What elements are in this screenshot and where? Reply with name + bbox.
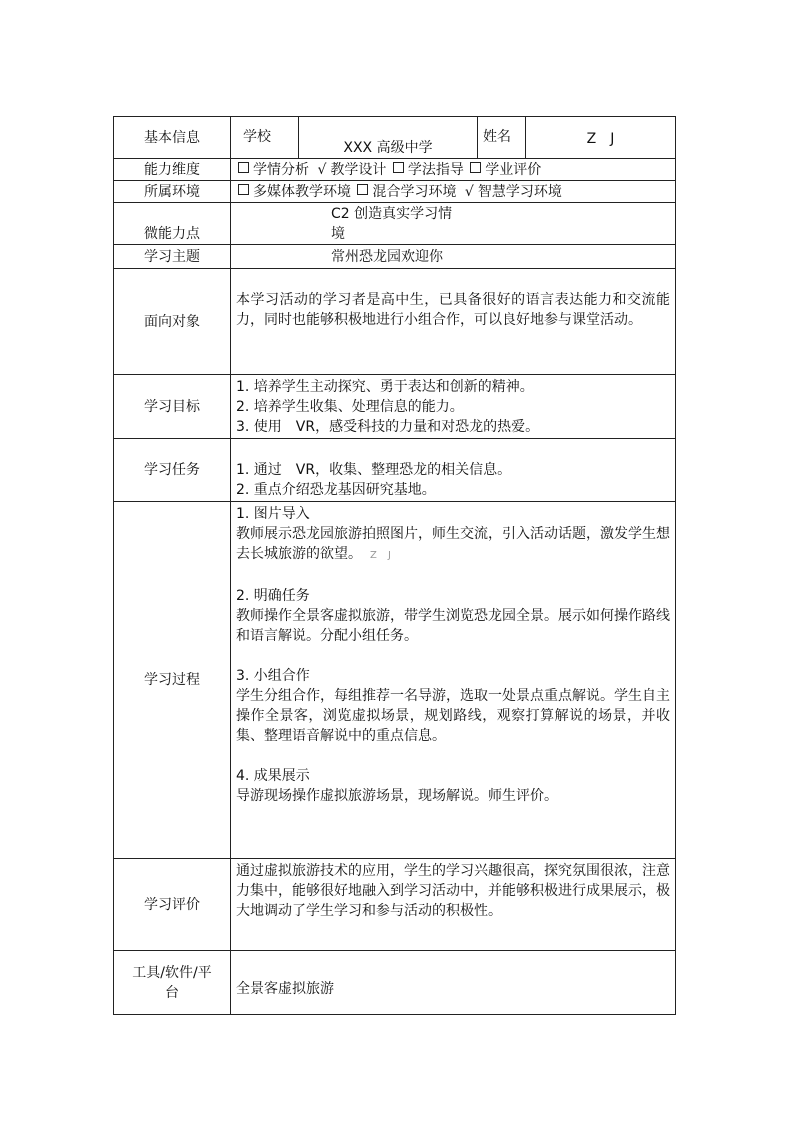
goal-item: 1. 培养学生主动探究、勇于表达和创新的精神。 [236, 378, 534, 395]
process-content [231, 502, 676, 859]
option-learner-analysis: 学情分析 [236, 162, 309, 178]
goal-item: 3. 使用 VR，感受科技的力量和对恐龙的热爱。 [236, 418, 540, 435]
row-audience [114, 269, 676, 375]
row-ability [114, 159, 676, 181]
goals-label: 学习目标 [114, 375, 231, 439]
micro-ability-line1: C2 创造真实学习情 [331, 205, 453, 222]
row-process [114, 502, 676, 859]
tasks-list [231, 439, 676, 502]
micro-ability-value [231, 203, 676, 245]
tools-value: 全景客虚拟旅游 [231, 951, 676, 1015]
audience-label: 面向对象 [114, 269, 231, 375]
evaluation-label: 学习评价 [114, 859, 231, 951]
row-goals [114, 375, 676, 439]
option-blended: 混合学习环境 [355, 184, 456, 200]
name-label: 姓名 [478, 117, 526, 159]
step-text: 学生分组合作，每组推荐一名导游，选取一处景点重点解说。学生自主操作全景客，浏览虚拟场景，规划路线，观察打算解说的场景，并收集、整理语音解说中的重点信息。 [236, 688, 670, 744]
checkmark-icon: √ [464, 183, 474, 200]
micro-ability-label: 微能力点 [114, 203, 231, 245]
task-item: 2. 重点介绍恐龙基因研究基地。 [236, 482, 436, 498]
row-theme [114, 245, 676, 269]
lesson-design-table [113, 116, 676, 1015]
checkbox-empty-icon [393, 162, 404, 173]
step-title: 2. 明确任务 [236, 588, 310, 604]
row-micro-ability [114, 203, 676, 245]
ability-label: 能力维度 [114, 159, 231, 181]
option-academic-evaluation: 学业评价 [468, 162, 541, 178]
row-evaluation [114, 859, 676, 951]
option-teaching-design: √ 教学设计 [317, 161, 387, 178]
checkbox-empty-icon [470, 162, 481, 173]
environment-options [231, 181, 676, 203]
tools-label: 工具/软件/平台 [114, 951, 231, 1015]
theme-label: 学习主题 [114, 245, 231, 269]
checkmark-icon: √ [317, 161, 327, 178]
theme-value: 常州恐龙园欢迎你 [231, 245, 676, 269]
micro-ability-line2: 境 [331, 225, 345, 242]
author-note: Z J [370, 550, 395, 561]
step-title: 3. 小组合作 [236, 668, 310, 684]
school-value: XXX 高级中学 [299, 117, 478, 159]
row-tools [114, 951, 676, 1015]
step-title: 1. 图片导入 [236, 506, 310, 522]
school-label: 学校 [231, 117, 299, 159]
ability-options [231, 159, 676, 181]
process-label: 学习过程 [114, 502, 231, 859]
checkbox-empty-icon [357, 184, 368, 195]
audience-value: 本学习活动的学习者是高中生，已具备很好的语言表达能力和交流能力，同时也能够积极地进行小组合作，可以良好地参与课堂活动。 [231, 269, 676, 375]
checkbox-empty-icon [238, 184, 249, 195]
step-text: 教师操作全景客虚拟旅游，带学生浏览恐龙园全景。展示如何操作路线和语言解说。分配小组任务。 [236, 608, 670, 644]
row-tasks [114, 439, 676, 502]
goals-list [231, 375, 676, 439]
row-basic-info [114, 117, 676, 159]
basic-info-label: 基本信息 [114, 117, 231, 159]
option-multimedia: 多媒体教学环境 [236, 184, 351, 200]
step-title: 4. 成果展示 [236, 768, 310, 784]
option-learning-guidance: 学法指导 [391, 162, 464, 178]
tasks-label: 学习任务 [114, 439, 231, 502]
option-smart: √ 智慧学习环境 [464, 183, 562, 200]
task-item: 1. 通过 VR，收集、整理恐龙的相关信息。 [236, 462, 512, 478]
step-text: 教师展示恐龙园旅游拍照图片，师生交流，引入活动话题，激发学生想去长城旅游的欲望。 Z J [236, 526, 670, 562]
evaluation-value: 通过虚拟旅游技术的应用，学生的学习兴趣很高，探究氛围很浓，注意力集中，能够很好地融入到学习活动中，并能够积极进行成果展示，极大地调动了学生学习和参与活动的积极性。 [231, 859, 676, 951]
checkbox-empty-icon [238, 162, 249, 173]
row-environment [114, 181, 676, 203]
goal-item: 2. 培养学生收集、处理信息的能力。 [236, 398, 464, 415]
step-text: 导游现场操作虚拟旅游场景，现场解说。师生评价。 [236, 788, 558, 804]
environment-label: 所属环境 [114, 181, 231, 203]
name-value: Z J [526, 117, 676, 159]
